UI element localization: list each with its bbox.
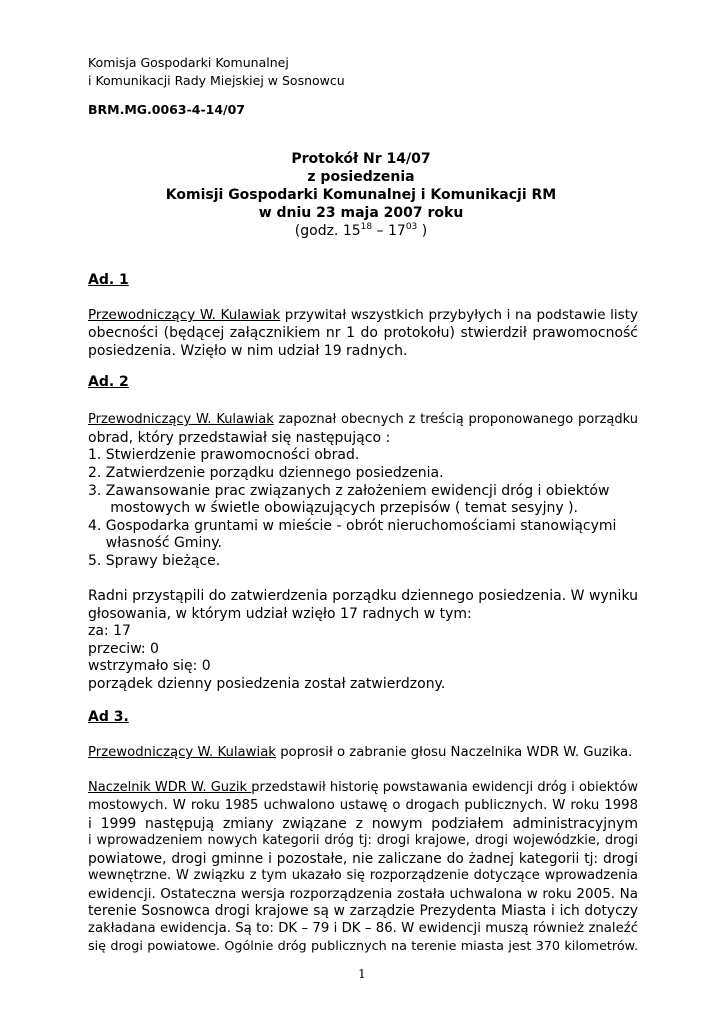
org-name-line-2: i Komunikacji Rady Miejskiej w Sosnowcu — [88, 73, 345, 88]
ad2-line-2: obrad, który przedstawiał się następująco : — [88, 430, 391, 446]
agenda-item: 1. Stwierdzenie prawomocności obrad. — [88, 447, 360, 463]
title-committee: Komisji Gospodarki Komunalnej i Komunikacji RM — [165, 187, 557, 203]
ad3-p2-line: się drogi powiatowe. Ogólnie dróg publicznych na terenie miasta jest 370 kilometrów. — [88, 939, 638, 954]
vote-abstain: wstrzymało się: 0 — [88, 658, 211, 674]
ad3-p2-line: wewnętrzne. W związku z tym ukazało się rozporządzenie dotyczące wprowadzenia — [88, 868, 638, 883]
agenda-item-continued: własność Gminy. — [88, 535, 222, 551]
agenda-item: 5. Sprawy bieżące. — [88, 553, 221, 569]
ad3-p2-line: i wprowadzeniem nowych kategorii dróg tj: drogi krajowe, drogi wojewódzkie, drogi — [88, 833, 638, 848]
speaker-name: Naczelnik WDR W. Guzik — [88, 780, 252, 795]
speaker-name: Przewodniczący W. Kulawiak — [88, 307, 281, 323]
title-date: w dniu 23 maja 2007 roku — [258, 205, 464, 221]
ad3-p2-line: i 1999 następują zmiany związane z nowym podziałem administracyjnym — [88, 816, 638, 832]
agenda-item-continued: mostowych w świetle obowiązujących przepisów ( temat sesyjny ). — [88, 500, 578, 516]
vote-against: przeciw: 0 — [88, 641, 159, 657]
vote-result: porządek dzienny posiedzenia został zatwierdzony. — [88, 676, 446, 692]
agenda-item: 2. Zatwierdzenie porządku dziennego posiedzenia. — [88, 465, 444, 481]
section-heading-ad2: Ad. 2 — [88, 374, 129, 390]
ad3-p2-line: powiatowe, drogi gminne i pozostałe, nie zaliczane do żadnej kategorii tj: drogi — [88, 851, 638, 867]
title-time: (godz. $15^{18} - 17^{03}$ ) — [294, 222, 428, 239]
vote-for: za: 17 — [88, 623, 131, 639]
ad1-line-1: Przewodniczący W. Kulawiak przywitał wszystkich przybyłych i na podstawie listy — [88, 307, 638, 323]
reference-number: BRM.MG.0063-4-14/07 — [88, 102, 246, 117]
ad1-line-2: obecności (będącej załącznikiem nr 1 do protokołu) stwierdził prawomocność — [88, 325, 638, 341]
ad3-p2-line-1: Naczelnik WDR W. Guzik przedstawił historię powstawania ewidencji dróg i obiektów — [88, 780, 638, 795]
vote-line-2: głosowania, w którym udział wzięło 17 radnych w tym: — [88, 606, 472, 622]
ad2-line-1: Przewodniczący W. Kulawiak zapoznał obecnych z treścią proponowanego porządku — [88, 412, 639, 427]
ad3-p2-line: zakładana ewidencja. Są to: DK – 79 i DK – 86. W ewidencji muszą również znaleźć — [88, 921, 638, 936]
ad1-line-3: posiedzenia. Wzięło w nim udział 19 radnych. — [88, 343, 408, 359]
org-name-line-1: Komisja Gospodarki Komunalnej — [88, 55, 289, 70]
ad3-p2-line: mostowych. W roku 1985 uchwalono ustawę o drogach publicznych. W roku 1998 — [88, 798, 638, 813]
ad3-p2-line: ewidencji. Ostateczna wersja rozporządzenia została uchwalona w roku 2005. Na — [88, 886, 638, 902]
agenda-item: 4. Gospodarka gruntami w mieście - obrót nieruchomościami stanowiącymi — [88, 518, 617, 534]
agenda-item: 3. Zawansowanie prac związanych z założeniem ewidencji dróg i obiektów — [88, 483, 610, 499]
vote-line-1: Radni przystąpili do zatwierdzenia porządku dziennego posiedzenia. W wyniku — [88, 588, 638, 604]
ad3-p2-line: terenie Sosnowca drogi krajowe są w zarządzie Prezydenta Miasta i ich dotyczy — [88, 903, 638, 919]
speaker-name: Przewodniczący W. Kulawiak — [88, 745, 276, 760]
section-heading-ad3: Ad 3. — [88, 709, 129, 725]
title-protocol: Protokół Nr 14/07 — [291, 151, 431, 167]
ad3-line-1: Przewodniczący W. Kulawiak poprosił o zabranie głosu Naczelnika WDR W. Guzika. — [88, 745, 633, 760]
title-meeting: z posiedzenia — [307, 169, 415, 185]
section-heading-ad1: Ad. 1 — [88, 272, 129, 288]
speaker-name: Przewodniczący W. Kulawiak — [88, 412, 274, 427]
page-number: 1 — [358, 967, 366, 981]
